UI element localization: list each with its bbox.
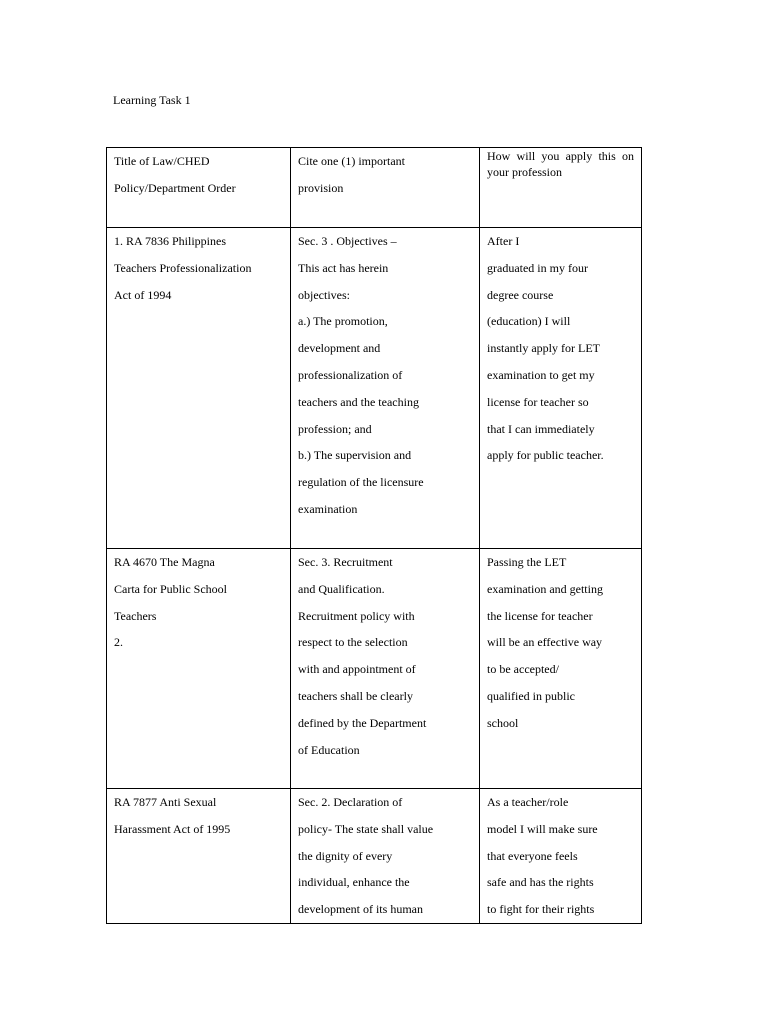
header-cell-title-of-law — [107, 148, 291, 228]
cell-line: regulation of the licensure — [298, 475, 424, 490]
cell-line: Teachers Professionalization — [114, 260, 252, 275]
cell-line: This act has herein — [298, 260, 389, 275]
table-row — [107, 549, 642, 789]
table-row — [107, 789, 642, 924]
cell-line: teachers and the teaching — [298, 394, 419, 409]
cell-line: of Education — [298, 742, 360, 757]
cell-line: Teachers — [114, 608, 157, 623]
cell-line: RA 7877 Anti Sexual — [114, 795, 217, 809]
cell-line: examination — [298, 501, 358, 516]
cell-line: individual, enhance the — [298, 875, 410, 890]
cell-line: the license for teacher — [487, 608, 593, 623]
cell-line: Passing the LET — [487, 555, 567, 569]
cell-line: 1. RA 7836 Philippines — [114, 234, 227, 248]
cell-line: provision — [298, 180, 344, 195]
table-row — [107, 228, 642, 549]
cell-line: Recruitment policy with — [298, 608, 415, 623]
provision-cell — [291, 789, 480, 924]
cell-line: 2. — [114, 635, 123, 650]
cell-line: qualified in public — [487, 688, 575, 703]
cell-line: will be an effective way — [487, 635, 603, 650]
header-cell-application — [480, 148, 642, 228]
cell-line: teachers shall be clearly — [298, 688, 413, 703]
cell-line: graduated in my four — [487, 260, 588, 275]
cell-line: examination to get my — [487, 367, 595, 382]
cell-line: Title of Law/CHED — [114, 154, 210, 168]
cell-line: Act of 1994 — [114, 287, 172, 302]
cell-line: development and — [298, 341, 381, 356]
cell-line: to be accepted/ — [487, 662, 559, 677]
cell-line: Sec. 3. Recruitment — [298, 555, 393, 569]
application-cell — [480, 789, 642, 924]
cell-line: that everyone feels — [487, 848, 578, 863]
cell-line: objectives: — [298, 287, 350, 302]
cell-line: and Qualification. — [298, 581, 385, 596]
cell-line: Carta for Public School — [114, 581, 227, 596]
cell-line: After I — [487, 234, 520, 248]
cell-line: to fight for their rights — [487, 902, 595, 917]
law-cell — [107, 228, 291, 549]
header-cell-provision — [291, 148, 480, 228]
cell-line: (education) I will — [487, 314, 571, 329]
cell-line: the dignity of every — [298, 848, 393, 863]
page-title: Learning Task 1 — [113, 93, 191, 107]
cell-line: defined by the Department — [298, 715, 427, 730]
cell-line: RA 4670 The Magna — [114, 555, 215, 569]
application-cell — [480, 549, 642, 789]
cell-line: Cite one (1) important — [298, 154, 405, 168]
cell-line: safe and has the rights — [487, 875, 594, 890]
cell-line: instantly apply for LET — [487, 341, 600, 356]
cell-line: your profession — [487, 165, 562, 179]
cell-line: profession; and — [298, 421, 372, 436]
table-header-row — [107, 148, 642, 228]
cell-line: How will you apply this on — [487, 149, 634, 163]
law-cell — [107, 549, 291, 789]
provision-cell — [291, 228, 480, 549]
cell-line: respect to the selection — [298, 635, 408, 650]
cell-line: license for teacher so — [487, 394, 589, 409]
cell-line: As a teacher/role — [487, 795, 569, 809]
cell-line: examination and getting — [487, 581, 603, 596]
cell-line: that I can immediately — [487, 421, 595, 436]
cell-line: development of its human — [298, 902, 423, 917]
cell-line: a.) The promotion, — [298, 314, 388, 329]
cell-line: school — [487, 715, 519, 730]
cell-line: with and appointment of — [298, 662, 416, 677]
cell-line: professionalization of — [298, 367, 403, 382]
cell-line: policy- The state shall value — [298, 821, 434, 836]
cell-line: model I will make sure — [487, 821, 598, 836]
provision-cell — [291, 549, 480, 789]
application-cell — [480, 228, 642, 549]
cell-line: apply for public teacher. — [487, 448, 604, 463]
cell-line: Policy/Department Order — [114, 180, 236, 195]
law-cell — [107, 789, 291, 924]
cell-line: b.) The supervision and — [298, 448, 412, 463]
cell-line: Sec. 3 . Objectives – — [298, 234, 397, 248]
learning-task-table — [106, 147, 642, 924]
cell-line: Harassment Act of 1995 — [114, 821, 231, 836]
cell-line: degree course — [487, 287, 554, 302]
cell-line: Sec. 2. Declaration of — [298, 795, 403, 809]
